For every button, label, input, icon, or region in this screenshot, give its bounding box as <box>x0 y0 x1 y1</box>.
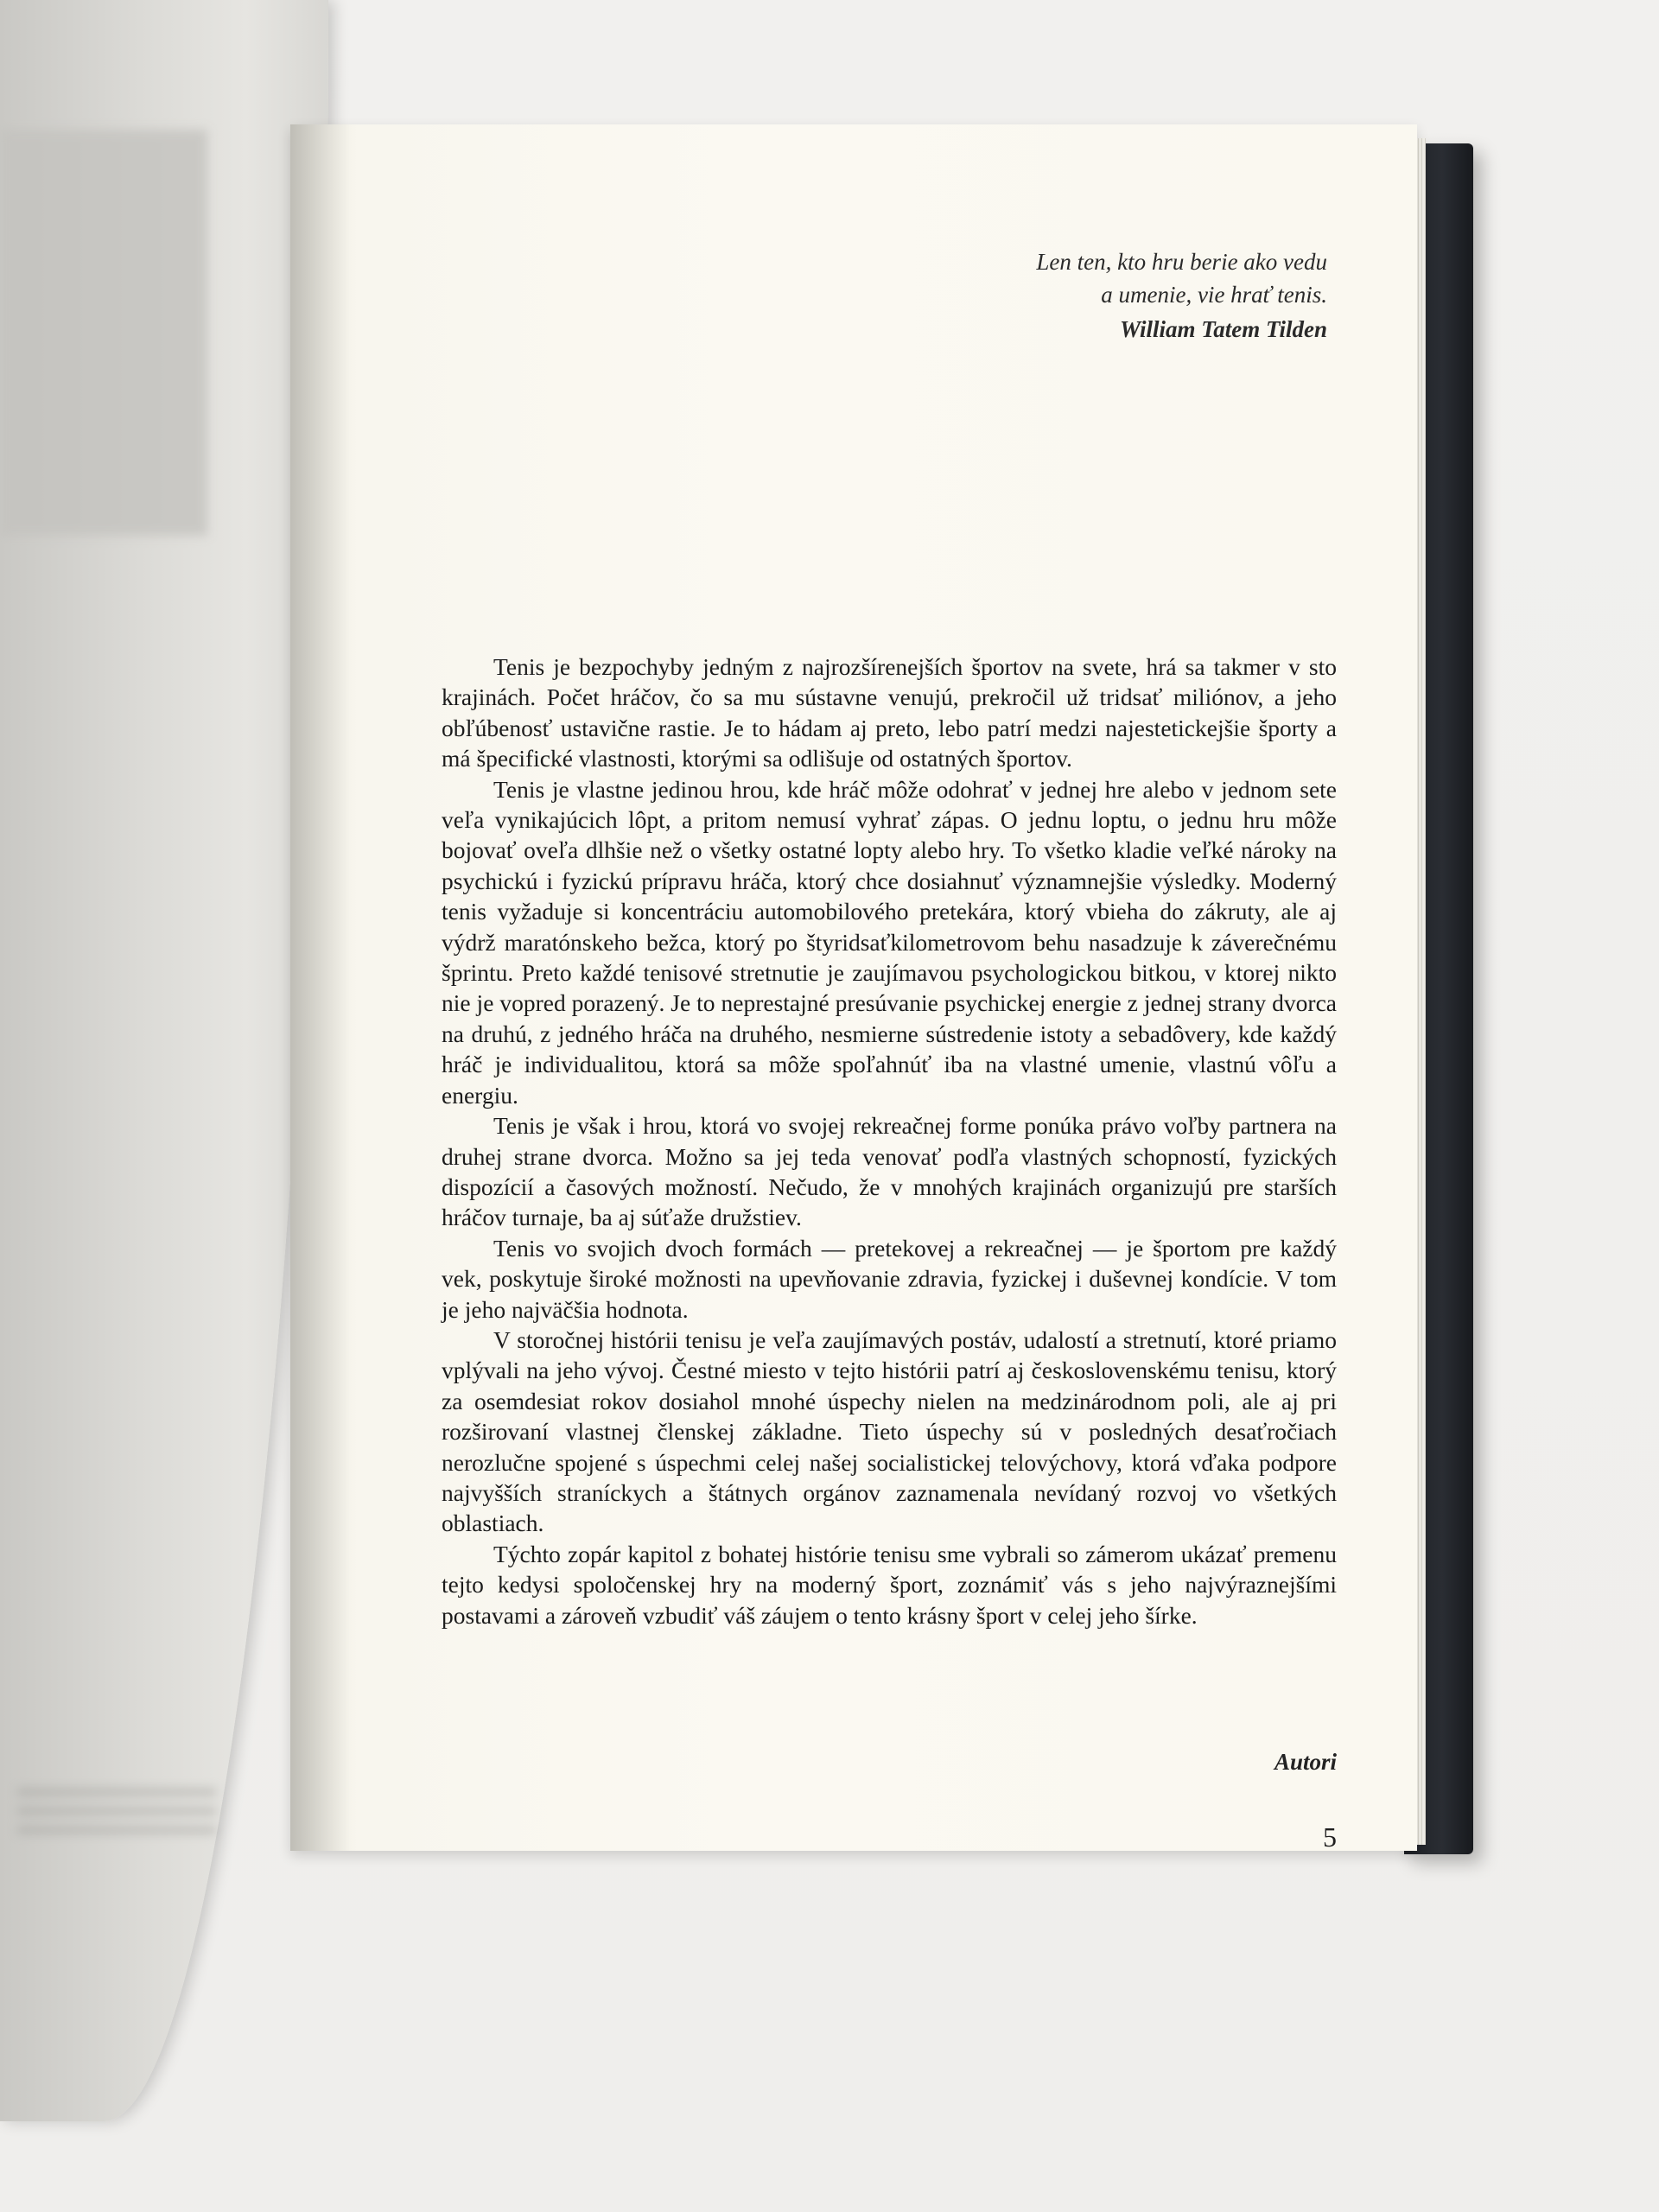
left-page-blurred-graphic <box>0 130 207 536</box>
paragraph: Týchto zopár kapitol z bohatej histórie tenisu sme vybrali so zámerom ukázať premenu tejto kedysi spoločenskej hry na moderný šport, zoznámiť vás s jeho najvýraznejšími postavami a zároveň vzbudiť váš záujem o tento krásny šport v celej jeho šírke. <box>442 1540 1337 1629</box>
paragraph: Tenis je bezpochyby jedným z najrozšírenejších športov na svete, hrá sa takmer v sto krajinách. Počet hráčov, čo sa mu sústavne venujú, prekročil už tridsať miliónov, a jeho obľúbenosť ustavične rastie. Je to hádam aj preto, lebo patrí medzi najestetickejšie športy a má špecifické vlastnosti, ktorými sa odlišuje od ostatných športov. <box>442 653 1337 772</box>
epigraph-line-1: Len ten, kto hru berie ako vedu <box>1036 249 1327 275</box>
paragraph: V storočnej histórii tenisu je veľa zaujímavých postáv, udalostí a stretnutí, ktoré priamo vplývali na jeho vývoj. Čestné miesto v tejto histórii patrí aj československému tenisu, ktorý za osemdesiat rokov dosiahol mnohé úspechy nielen na medzinárodnom poli, ale aj pri rozširovaní vlastnej členskej základne. Tieto úspechy sú v posledných desaťročiach nerozlučne spojené s úspechmi celej našej socialistickej telovýchovy, ktorá vďaka podpore najvyšších straníckych a štátnych orgánov zaznamenala nevídaný rozvoj vo všetkých oblastiach. <box>442 1325 1337 1537</box>
gutter-shadow <box>290 124 351 1851</box>
paragraph: Tenis je však i hrou, ktorá vo svojej rekreačnej forme ponúka právo voľby partnera na druhej strane dvorca. Možno sa jej teda venovať podľa vlastných schopností, fyzických dispozícií a časových možností. Nečudo, že v mnohých krajinách organizujú pre starších hráčov turnaje, ba aj súťaže družstiev. <box>442 1112 1337 1231</box>
left-page-blurred <box>0 0 328 2121</box>
right-page <box>290 124 1417 1851</box>
body-text <box>442 652 1337 1630</box>
epigraph-author: William Tatem Tilden <box>1119 316 1327 342</box>
paragraph: Tenis vo svojich dvoch formách — pretekovej a rekreačnej — je športom pre každý vek, poskytuje široké možnosti na upevňovanie zdravia, fyzickej i duševnej kondície. V tom je jeho najväčšia hodnota. <box>442 1234 1337 1323</box>
left-page-blurred-lines <box>17 1789 216 1840</box>
page-number: 5 <box>1323 1821 1337 1853</box>
paragraph: Tenis je vlastne jedinou hrou, kde hráč môže odohrať v jednej hre alebo v jednom sete veľa vynikajúcich lôpt, a pritom nemusí vyhrať zápas. O jednu loptu, o jednu hru môže bojovať oveľa dlhšie než o všetky ostatné lopty alebo hry. To všetko kladie veľké nároky na psychickú i fyzickú prípravu hráča, ktorý chce dosiahnuť významnejšie výsledky. Moderný tenis vyžaduje si koncentráciu automobilového pretekára, ktorý vbieha do zákruty, ale aj výdrž maratónskeho bežca, ktorý po štyridsaťkilometrovom behu nasadzuje k záverečnému šprintu. Preto každé tenisové stretnutie je zaujímavou psychologickou bitkou, v ktorej nikto nie je vopred porazený. Je to neprestajné presúvanie psychickej energie z jednej strany dvorca na druhú, z jedného hráča na druhého, nesmierne sústredenie istoty a sebadôvery, kde každý hráč je individualitou, ktorá sa môže spoľahnúť iba na vlastné umenie, vlastnú vôľu a energiu. <box>442 775 1337 1109</box>
epigraph <box>1036 245 1327 346</box>
signature: Autori <box>1274 1749 1337 1775</box>
epigraph-line-2: a umenie, vie hrať tenis. <box>1101 282 1327 308</box>
